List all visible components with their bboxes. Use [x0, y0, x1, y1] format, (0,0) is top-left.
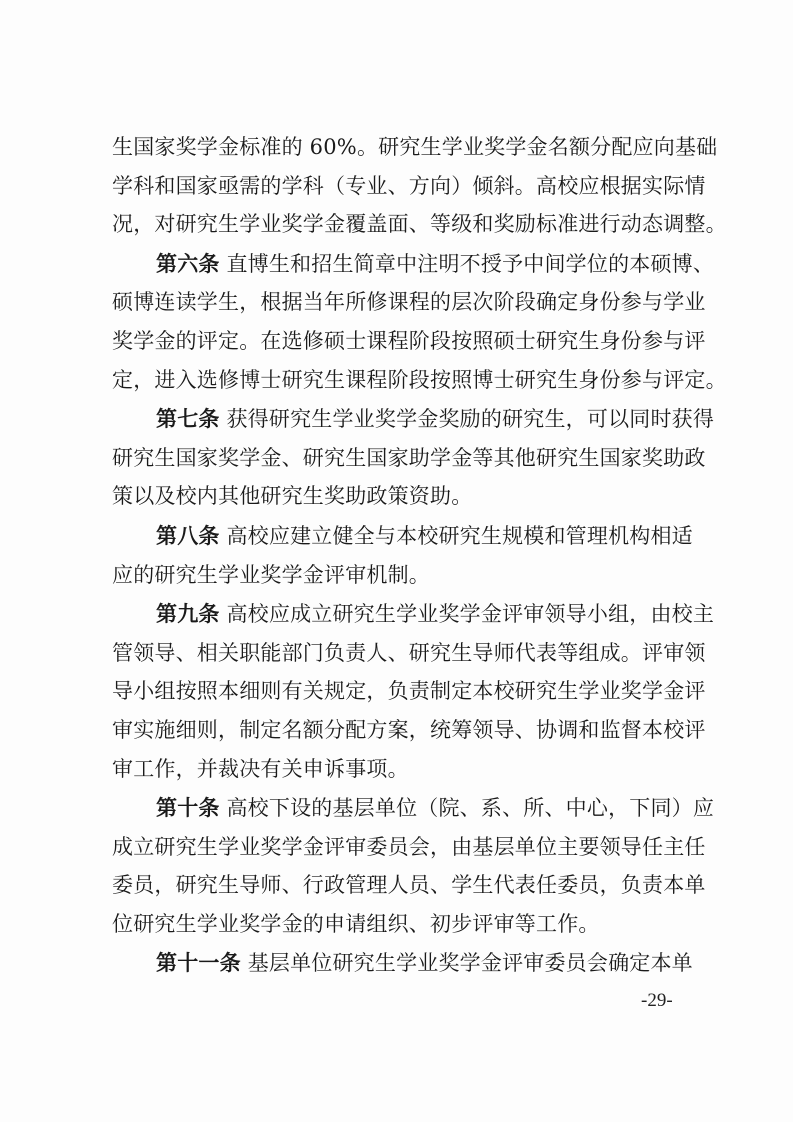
text-line: 成立研究生学业奖学金评审委员会，由基层单位主要领导任主任: [112, 834, 706, 859]
text-line: 定，进入选修博士研究生课程阶段按照博士研究生身份参与评定。: [112, 367, 727, 392]
text-line: 硕博连读学生，根据当年所修课程的层次阶段确定身份参与学业: [112, 290, 706, 315]
text-line: 应的研究生学业奖学金评审机制。: [112, 562, 430, 587]
article-text: 高校应成立研究生学业奖学金评审领导小组，由校主: [219, 602, 715, 627]
text-line: 生国家奖学金标准的 60%。研究生学业奖学金名额分配应向基础: [112, 135, 718, 159]
text-line: [112, 517, 692, 556]
article-label: 第十一条: [156, 951, 241, 976]
text-line: 导小组按照本细则有关规定，负责制定本校研究生学业奖学金评: [112, 679, 706, 704]
text-line: 策以及校内其他研究生奖助政策资助。: [112, 484, 473, 509]
text-line: 审实施细则，制定名额分配方案，统筹领导、协调和监督本校评: [112, 717, 706, 742]
article-label: 第七条: [156, 407, 220, 432]
article-9: [112, 595, 715, 788]
text-line: 审工作，并裁决有关申诉事项。: [112, 756, 409, 781]
text-line: [112, 595, 715, 634]
article-text: 直博生和招生简章中注明不授予中间学位的本硕博、: [219, 251, 715, 276]
text-line: 位研究生学业奖学金的申请组织、初步评审等工作。: [112, 911, 600, 936]
paragraph-continuation: [112, 128, 727, 244]
article-text: 基层单位研究生学业奖学金评审委员会确定本单: [240, 951, 693, 976]
article-text: 高校应建立健全与本校研究生规模和管理机构相适: [219, 523, 693, 548]
text-line: 学科和国家亟需的学科（专业、方向）倾斜。高校应根据实际情: [112, 173, 706, 198]
text-line: [112, 245, 715, 284]
text-line: 况，对研究生学业奖学金覆盖面、等级和奖励标准进行动态调整。: [112, 212, 727, 237]
article-11: [112, 944, 692, 983]
text-line: 委员，研究生导师、行政管理人员、学生代表任委员，负责本单: [112, 873, 706, 898]
article-label: 第十条: [156, 796, 220, 821]
article-label: 第九条: [156, 602, 220, 627]
article-text: 高校下设的基层单位（院、系、所、中心，下同）应: [219, 796, 715, 821]
article-7: [112, 400, 715, 516]
page-number: -29-: [641, 990, 673, 1011]
text-line: [112, 944, 692, 983]
article-8: [112, 517, 692, 594]
article-label: 第八条: [156, 523, 220, 548]
text-line: 管领导、相关职能部门负责人、研究生导师代表等组成。评审领: [112, 640, 706, 665]
text-line: [112, 789, 715, 828]
article-text: 获得研究生学业奖学金奖励的研究生，可以同时获得: [219, 407, 715, 432]
article-10: [112, 789, 715, 943]
text-line: 奖学金的评定。在选修硕士课程阶段按照硕士研究生身份参与评: [112, 328, 706, 353]
document-body: [112, 128, 727, 983]
article-6: [112, 245, 727, 399]
text-line: [112, 400, 715, 439]
article-label: 第六条: [156, 251, 220, 276]
text-line: 研究生国家奖学金、研究生国家助学金等其他研究生国家奖助政: [112, 445, 706, 470]
